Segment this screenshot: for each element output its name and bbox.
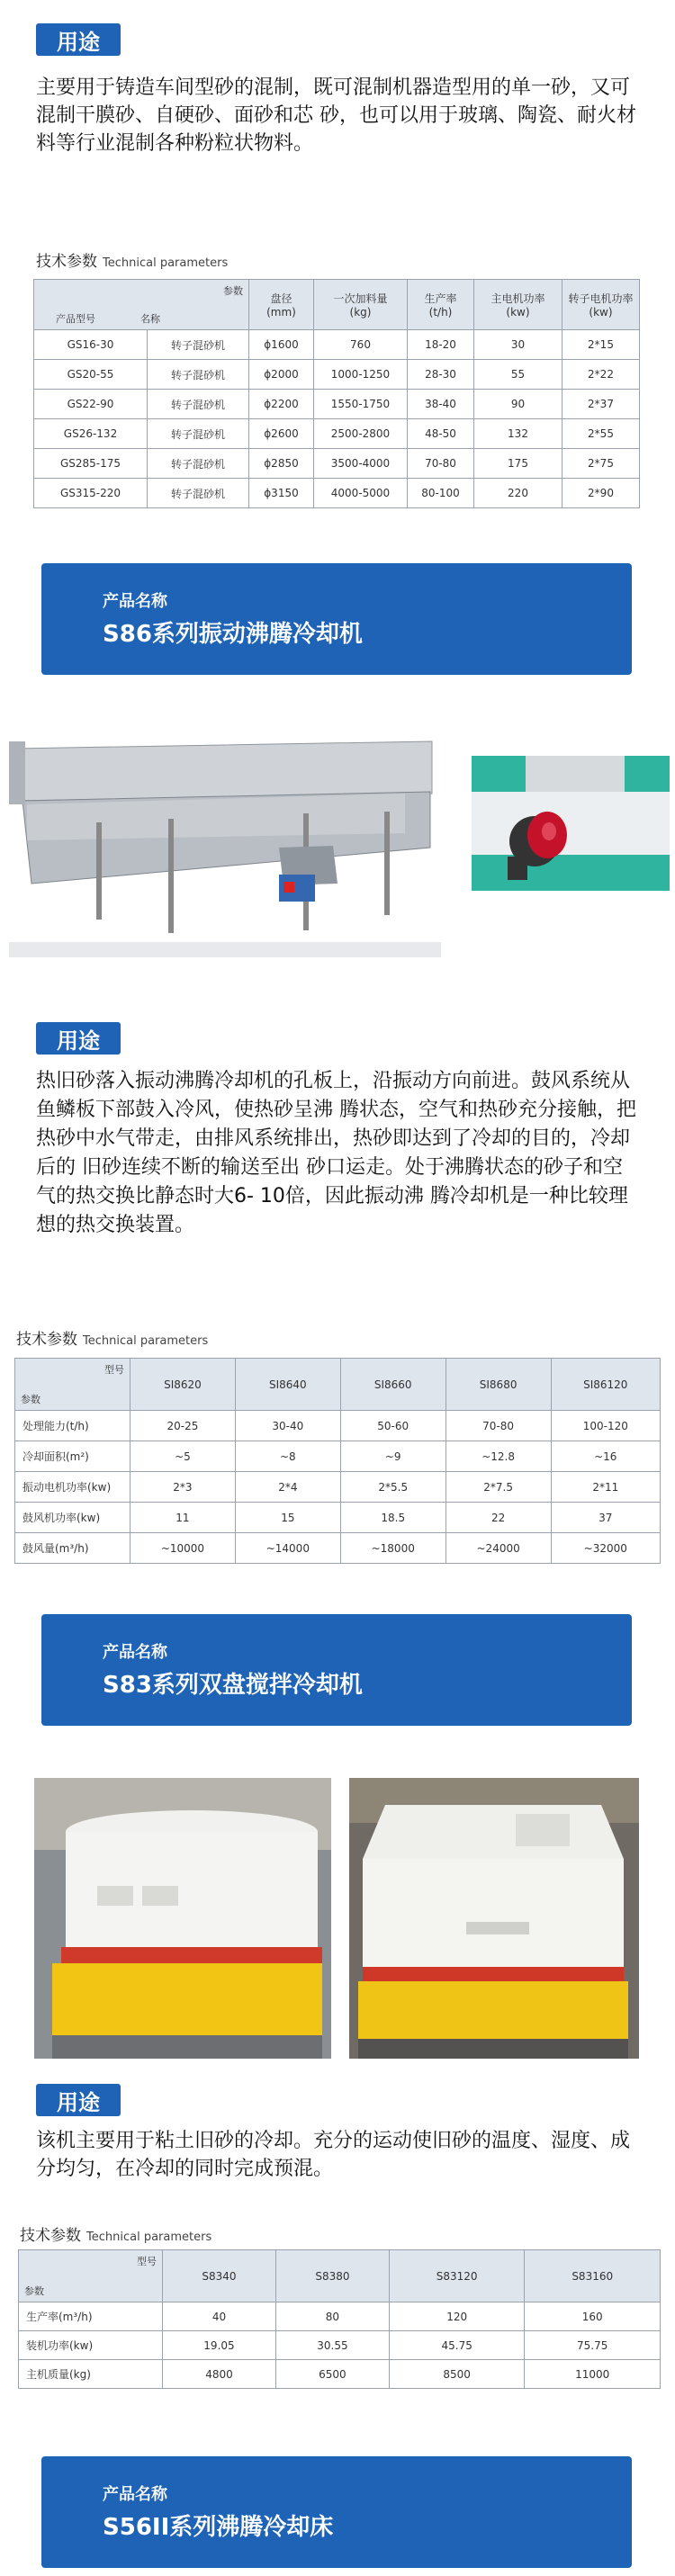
cell-value: ~24000 [446, 1533, 551, 1564]
tech-params-title: 技术参数 Technical parameters [36, 253, 229, 271]
table-row [34, 449, 640, 479]
header-load: 一次加料量 (kg) [314, 280, 408, 330]
cell-rate: 70-80 [408, 449, 474, 479]
cell-motor: 90 [474, 390, 562, 419]
cell-motor: 175 [474, 449, 562, 479]
cell-value: 15 [235, 1503, 340, 1533]
cell-name: 转子混砂机 [148, 390, 249, 419]
product-card-s56 [41, 2456, 632, 2568]
mixer-spec-table [33, 279, 640, 508]
cell-model: GS285-175 [34, 449, 148, 479]
product-label: 产品名称 [103, 1643, 167, 1662]
usage-text-s83: 该机主要用于粘土旧砂的冷却。充分的运动使旧砂的温度、湿度、成分均匀，在冷却的同时完成预混。 [36, 2130, 631, 2180]
product-name: S86系列振动沸腾冷却机 [103, 621, 363, 648]
cell-value: ~12.8 [446, 1441, 551, 1472]
cell-value: 100-120 [551, 1411, 660, 1441]
cell-value: ~14000 [235, 1533, 340, 1564]
cell-value: ~18000 [340, 1533, 446, 1564]
table-corner-header: 型号 参数 [15, 1359, 130, 1411]
row-label: 主机质量(kg) [19, 2360, 163, 2389]
row-label: 鼓风量(m³/h) [15, 1533, 130, 1564]
header-model: S8340 [163, 2250, 276, 2302]
cell-load: 760 [314, 330, 408, 360]
cell-rate: 48-50 [408, 419, 474, 449]
product-name: S83系列双盘搅拌冷却机 [103, 1672, 363, 1699]
cell-dia: ϕ2600 [249, 419, 314, 449]
cell-motor: 55 [474, 360, 562, 390]
product-card-s83 [41, 1614, 632, 1726]
cell-model: GS22-90 [34, 390, 148, 419]
cell-rate: 28-30 [408, 360, 474, 390]
product-card-s86 [41, 563, 632, 675]
cell-dia: ϕ2850 [249, 449, 314, 479]
cell-motor: 30 [474, 330, 562, 360]
table-corner-header: 参数 产品型号 名称 [34, 280, 249, 330]
row-label: 生产率(m³/h) [19, 2302, 163, 2331]
cell-name: 转子混砂机 [148, 330, 249, 360]
cell-value: ~16 [551, 1441, 660, 1472]
header-model: SI8680 [446, 1359, 551, 1411]
cell-value: 20-25 [130, 1411, 236, 1441]
cell-value: 2*3 [130, 1472, 236, 1503]
cell-rate: 80-100 [408, 479, 474, 508]
cell-rotor: 2*90 [562, 479, 640, 508]
header-rotor: 转子电机功率 (kw) [562, 280, 640, 330]
cell-motor: 132 [474, 419, 562, 449]
cell-rate: 18-20 [408, 330, 474, 360]
cell-rotor: 2*75 [562, 449, 640, 479]
tech-params-title-s86: 技术参数 Technical parameters [16, 1331, 209, 1349]
header-model: S8380 [275, 2250, 389, 2302]
cell-name: 转子混砂机 [148, 419, 249, 449]
cell-value: 8500 [389, 2360, 525, 2389]
cell-load: 1000-1250 [314, 360, 408, 390]
table-row [34, 479, 640, 508]
table-row [34, 330, 640, 360]
cell-value: 2*5.5 [340, 1472, 446, 1503]
cell-value: 75.75 [525, 2331, 661, 2360]
cell-rate: 38-40 [408, 390, 474, 419]
cell-value: 11000 [525, 2360, 661, 2389]
product-label: 产品名称 [103, 2485, 167, 2504]
row-label: 冷却面积(m²) [15, 1441, 130, 1472]
s83-photo-left [34, 1778, 331, 2059]
usage-badge-s83: 用途 [36, 2084, 121, 2116]
header-rate: 生产率 (t/h) [408, 280, 474, 330]
cell-rotor: 2*15 [562, 330, 640, 360]
cell-value: 40 [163, 2302, 276, 2331]
cell-value: 19.05 [163, 2331, 276, 2360]
cell-value: ~8 [235, 1441, 340, 1472]
cell-value: 45.75 [389, 2331, 525, 2360]
table-corner-header: 型号 参数 [19, 2250, 163, 2302]
product-name: S56II系列沸腾冷却床 [103, 2514, 334, 2541]
cell-value: 50-60 [340, 1411, 446, 1441]
cell-name: 转子混砂机 [148, 479, 249, 508]
cell-value: 70-80 [446, 1411, 551, 1441]
cell-value: 160 [525, 2302, 661, 2331]
cell-dia: ϕ3150 [249, 479, 314, 508]
motor-detail-photo [472, 756, 670, 891]
table-row [15, 1503, 661, 1533]
cell-value: 2*7.5 [446, 1472, 551, 1503]
cell-value: 80 [275, 2302, 389, 2331]
cell-dia: ϕ2200 [249, 390, 314, 419]
cell-name: 转子混砂机 [148, 360, 249, 390]
header-model: S83160 [525, 2250, 661, 2302]
cell-dia: ϕ1600 [249, 330, 314, 360]
cell-value: 30.55 [275, 2331, 389, 2360]
cell-value: 18.5 [340, 1503, 446, 1533]
product-label: 产品名称 [103, 592, 167, 611]
header-model: SI86120 [551, 1359, 660, 1411]
cell-model: GS16-30 [34, 330, 148, 360]
cell-name: 转子混砂机 [148, 449, 249, 479]
table-row [15, 1472, 661, 1503]
s83-photo-right [349, 1778, 639, 2059]
header-model: SI8620 [130, 1359, 236, 1411]
header-model: SI8640 [235, 1359, 340, 1411]
cell-value: 30-40 [235, 1411, 340, 1441]
cell-rotor: 2*37 [562, 390, 640, 419]
header-model: S83120 [389, 2250, 525, 2302]
table-row [15, 1441, 661, 1472]
cell-model: GS315-220 [34, 479, 148, 508]
row-label: 装机功率(kw) [19, 2331, 163, 2360]
cell-value: 37 [551, 1503, 660, 1533]
cell-value: 4800 [163, 2360, 276, 2389]
usage-text-s86: 热旧砂落入振动沸腾冷却机的孔板上，沿振动方向前进。鼓风系统从鱼鳞板下部鼓入冷风，使热砂呈沸 腾状态，空气和热砂充分接触，把热砂中水气带走，由排风系统排出，热砂即达到了冷却的目的，冷却后的 旧砂连续不断的输送至出 砂口运走。处于沸腾状态的砂子和空气的热交换比静态时大6- 10倍，因此振动沸 腾冷却机是一种比较理想的热交换装置。 [36, 1070, 636, 1236]
s86-spec-table [14, 1358, 661, 1564]
cooler-photo [9, 740, 441, 957]
cell-model: GS20-55 [34, 360, 148, 390]
cell-dia: ϕ2000 [249, 360, 314, 390]
cell-model: GS26-132 [34, 419, 148, 449]
cell-value: ~32000 [551, 1533, 660, 1564]
cell-motor: 220 [474, 479, 562, 508]
usage-badge-s86: 用途 [36, 1022, 121, 1055]
table-row [15, 1411, 661, 1441]
header-diameter: 盘径 (mm) [249, 280, 314, 330]
header-motor: 主电机功率 (kw) [474, 280, 562, 330]
cell-value: ~5 [130, 1441, 236, 1472]
row-label: 振动电机功率(kw) [15, 1472, 130, 1503]
cell-load: 1550-1750 [314, 390, 408, 419]
table-row [19, 2331, 661, 2360]
usage-badge: 用途 [36, 23, 121, 56]
table-row [34, 390, 640, 419]
table-row [34, 419, 640, 449]
cell-load: 3500-4000 [314, 449, 408, 479]
cell-load: 4000-5000 [314, 479, 408, 508]
cell-value: 22 [446, 1503, 551, 1533]
tech-params-title-s83: 技术参数 Technical parameters [20, 2227, 212, 2245]
table-row [19, 2360, 661, 2389]
row-label: 处理能力(t/h) [15, 1411, 130, 1441]
table-row [15, 1533, 661, 1564]
cell-rotor: 2*55 [562, 419, 640, 449]
table-row [19, 2302, 661, 2331]
header-model: SI8660 [340, 1359, 446, 1411]
cell-value: 2*11 [551, 1472, 660, 1503]
cell-value: 6500 [275, 2360, 389, 2389]
cell-value: ~9 [340, 1441, 446, 1472]
cell-value: 11 [130, 1503, 236, 1533]
cell-rotor: 2*22 [562, 360, 640, 390]
cell-value: 120 [389, 2302, 525, 2331]
s83-spec-table [18, 2249, 661, 2389]
cell-value: 2*4 [235, 1472, 340, 1503]
cell-value: ~10000 [130, 1533, 236, 1564]
table-row [34, 360, 640, 390]
cell-load: 2500-2800 [314, 419, 408, 449]
row-label: 鼓风机功率(kw) [15, 1503, 130, 1533]
usage-text: 主要用于铸造车间型砂的混制，既可混制机器造型用的单一砂，又可混制干膜砂、自硬砂、面砂和芯 砂，也可以用于玻璃、陶瓷、耐火材料等行业混制各种粉粒状物料。 [36, 76, 636, 155]
